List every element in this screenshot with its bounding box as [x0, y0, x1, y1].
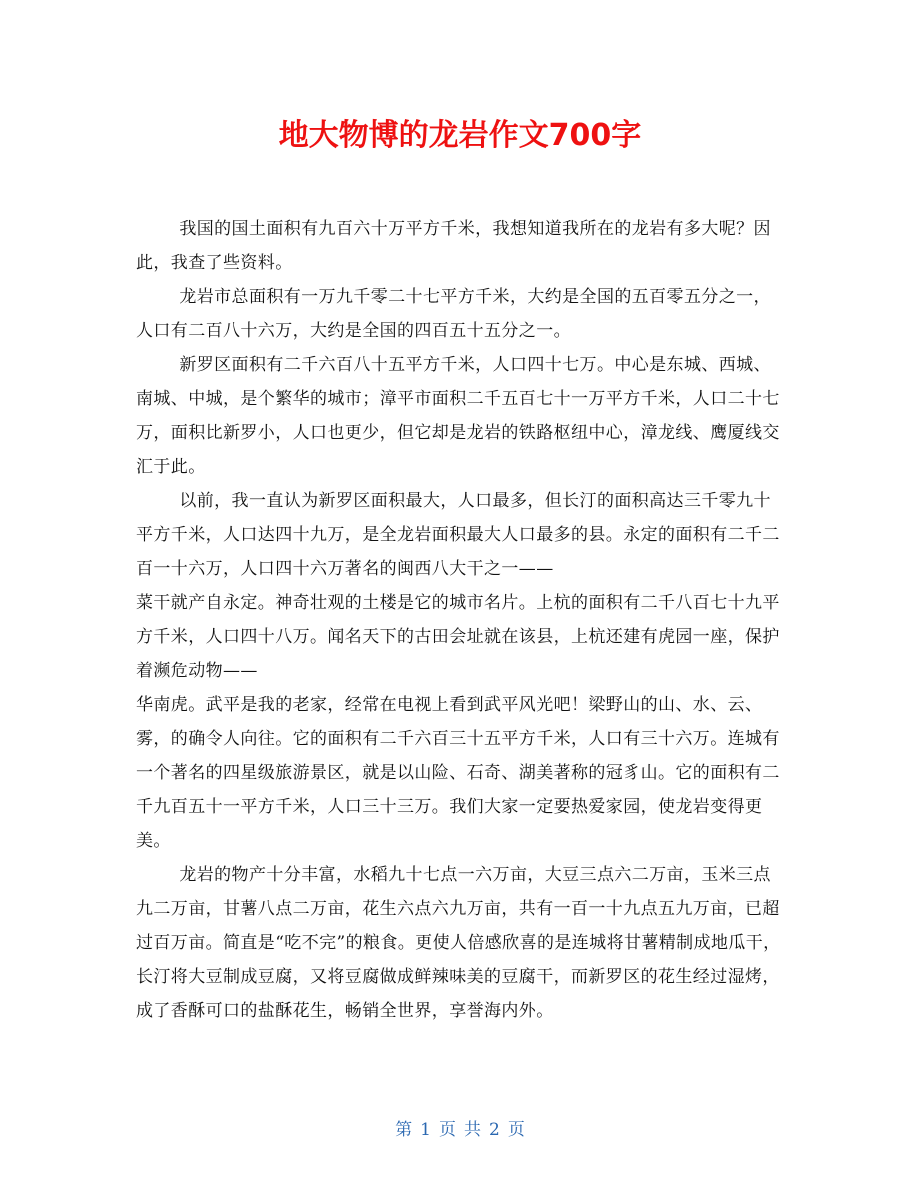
paragraph-5: 菜干就产自永定。神奇壮观的土楼是它的城市名片。上杭的面积有二千八百七十九平方千米，人口四十八万。闻名天下的古田会址就在该县，上杭还建有虎园一座，保护着濒危动物——	[136, 593, 780, 681]
paragraph-7: 龙岩的物产十分丰富，水稻九十七点一六万亩，大豆三点六二万亩，玉米三点九二万亩，甘薯八点二万亩，花生六点六九万亩，共有一百一十九点五九万亩，已超过百万亩。简直是“吃不完”的粮食。更使人倍感欣喜的是连城将甘薯精制成地瓜干，长汀将大豆制成豆腐，又将豆腐做成鲜辣味美的豆腐干，而新罗区的花生经过湿烤，成了香酥可口的盐酥花生，畅销全世界，享誉海内外。	[136, 865, 781, 1021]
page-footer	[0, 1115, 920, 1140]
paragraph-1: 我国的国土面积有九百六十万平方千米，我想知道我所在的龙岩有多大呢？因此，我查了些资料。	[136, 219, 771, 273]
footer-prefix: 第	[395, 1120, 413, 1140]
paragraph-3: 新罗区面积有二千六百八十五平方千米，人口四十七万。中心是东城、西城、南城、中城，是个繁华的城市；漳平市面积二千五百七十一万平方千米，人口二十七万，面积比新罗小，人口也更少，但它却是龙岩的铁路枢纽中心，漳龙线、鹰厦线交汇于此。	[136, 355, 780, 477]
footer-total-label: 共	[464, 1120, 481, 1140]
paragraph-4: 以前，我一直认为新罗区面积最大，人口最多，但长汀的面积高达三千零九十平方千米，人口达四十九万，是全龙岩面积最大人口最多的县。永定的面积有二千二百一十六万，人口四十六万著名的闽西八大干之一——	[136, 491, 780, 579]
footer-page-unit: 页	[439, 1120, 456, 1140]
footer-current-page: 1	[420, 1120, 431, 1140]
footer-suffix: 页	[507, 1120, 525, 1140]
document-title: 地大物博的龙岩作文700字	[278, 118, 642, 153]
document-body	[136, 212, 786, 1028]
footer-total-pages: 2	[489, 1120, 500, 1140]
paragraph-2: 龙岩市总面积有一万九千零二十七平方千米，大约是全国的五百零五分之一，人口有二百八十六万，大约是全国的四百五十五分之一。	[136, 287, 771, 341]
paragraph-6: 华南虎。武平是我的老家，经常在电视上看到武平风光吧！梁野山的山、水、云、雾，的确令人向往。它的面积有二千六百三十五平方千米，人口有三十六万。连城有一个著名的四星级旅游景区，就是以山险、石奇、湖美著称的冠豸山。它的面积有二千九百五十一平方千米，人口三十三万。我们大家一定要热爱家园，使龙岩变得更美。	[136, 695, 780, 851]
